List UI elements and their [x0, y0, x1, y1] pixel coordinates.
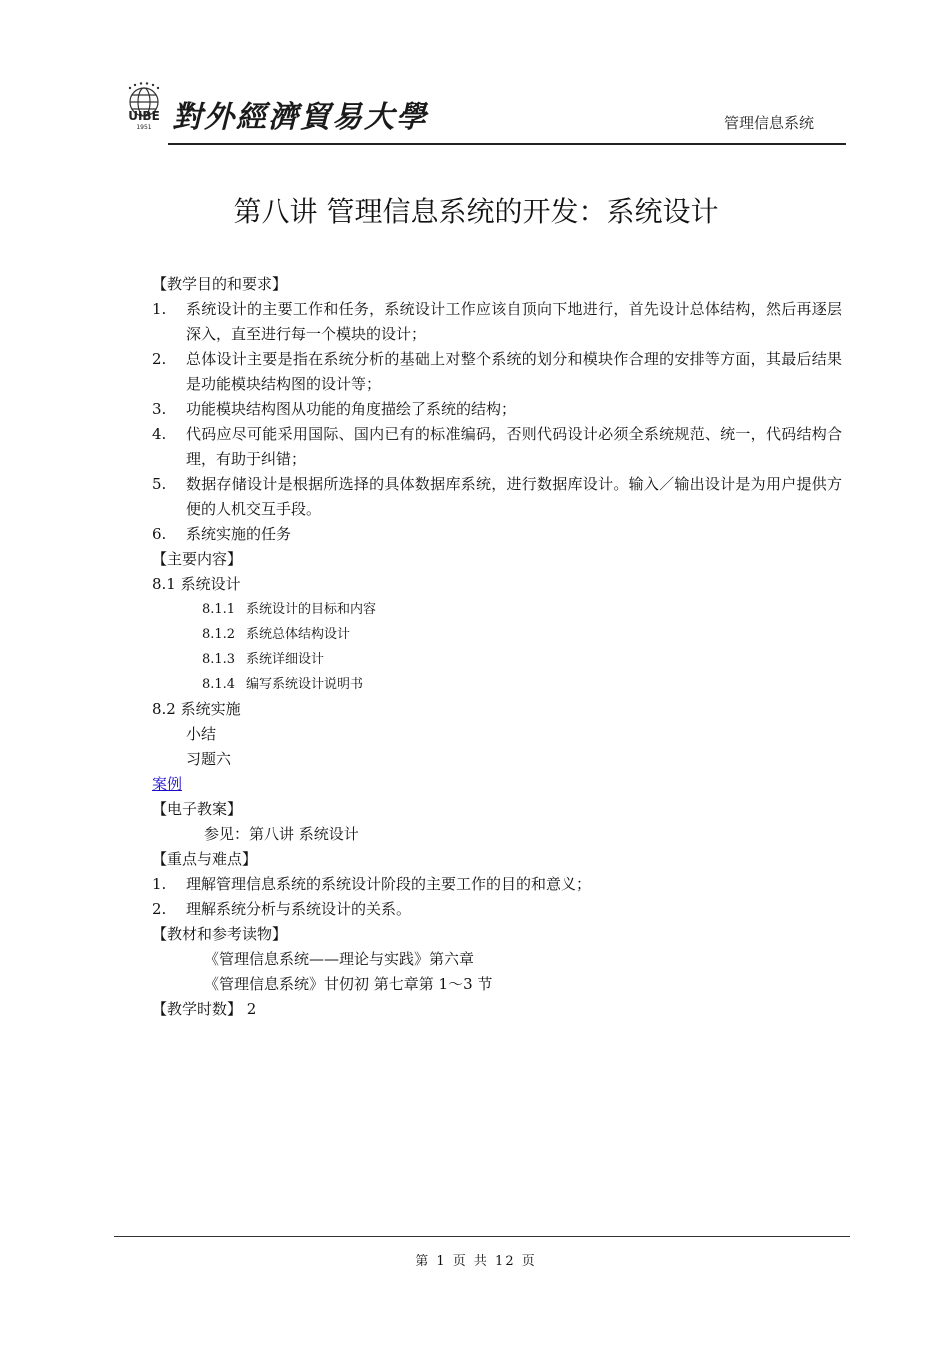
goal-text: 功能模块结构图从功能的角度描绘了系统的结构；: [186, 400, 517, 418]
key-point-item: [152, 897, 842, 922]
goal-number: 5.: [152, 475, 167, 493]
university-logo-icon: [118, 80, 170, 132]
section-8-1: 8.1 系统设计: [152, 575, 241, 593]
teaching-hours-label: 【教学时数】: [152, 1000, 243, 1018]
goal-text: 系统设计的主要工作和任务，系统设计工作应该自顶向下地进行，首先设计总体结构，然后再逐层深入，直至进行每一个模块的设计；: [186, 300, 842, 343]
goal-item: [152, 472, 842, 522]
header-divider: [168, 143, 846, 145]
goal-number: 6.: [152, 525, 167, 543]
ecase-heading: 【电子教案】: [152, 800, 243, 818]
subsection-text: 编写系统设计说明书: [246, 677, 364, 692]
key-point-text: 理解管理信息系统的系统设计阶段的主要工作的目的和意义；: [186, 875, 592, 893]
teaching-hours: [152, 997, 842, 1022]
subsection-text: 系统详细设计: [246, 652, 325, 667]
goal-item: [152, 522, 842, 547]
book-item: 《管理信息系统》甘仞初 第七章第 1～3 节: [204, 975, 493, 993]
document-body: [152, 272, 842, 1022]
key-point-number: 1.: [152, 875, 167, 893]
goal-number: 3.: [152, 400, 167, 418]
key-point-number: 2.: [152, 900, 167, 918]
svg-text:1951: 1951: [136, 124, 152, 131]
goal-number: 2.: [152, 350, 167, 368]
subsection-number: 8.1.4: [202, 677, 236, 692]
svg-text:UIBE: UIBE: [128, 109, 160, 123]
subsection-text: 系统设计的目标和内容: [246, 602, 377, 617]
header-course-title: 管理信息系统: [723, 114, 814, 132]
subsection-item: [152, 597, 842, 622]
goals-heading: 【教学目的和要求】: [152, 275, 288, 293]
goal-text: 系统实施的任务: [186, 525, 292, 543]
goal-text: 代码应尽可能采用国际、国内已有的标准编码，否则代码设计必须全系统规范、统一，代码结构合理，有助于纠错；: [186, 425, 842, 468]
goal-item: [152, 422, 842, 472]
book-item: 《管理信息系统——理论与实践》第六章: [204, 950, 475, 968]
exercise-item: 习题六: [186, 750, 232, 768]
subsection-item: [152, 647, 842, 672]
page-title: 第八讲 管理信息系统的开发：系统设计: [233, 195, 719, 228]
footer-divider: [114, 1236, 850, 1237]
case-link[interactable]: 案例: [152, 775, 183, 793]
key-point-text: 理解系统分析与系统设计的关系。: [186, 900, 412, 918]
page-number: 第 1 页 共 12 页: [415, 1254, 537, 1269]
key-point-item: [152, 872, 842, 897]
content-heading: 【主要内容】: [152, 550, 243, 568]
teaching-hours-value: 2: [246, 1000, 257, 1018]
goal-text: 数据存储设计是根据所选择的具体数据库系统，进行数据库设计。输入／输出设计是为用户提供方便的人机交互手段。: [186, 475, 842, 518]
subsection-text: 系统总体结构设计: [246, 627, 351, 642]
section-8-2: 8.2 系统实施: [152, 700, 241, 718]
goal-item: [152, 297, 842, 347]
subsection-item: [152, 672, 842, 697]
goal-item: [152, 397, 842, 422]
subsection-number: 8.1.1: [202, 602, 236, 617]
ecase-reference: 参见：第八讲 系统设计: [204, 825, 359, 843]
goal-number: 1.: [152, 300, 167, 318]
books-heading: 【教材和参考读物】: [152, 925, 288, 943]
subsection-number: 8.1.2: [202, 627, 236, 642]
goal-item: [152, 347, 842, 397]
goal-text: 总体设计主要是指在系统分析的基础上对整个系统的划分和模块作合理的安排等方面，其最后结果是功能模块结构图的设计等；: [186, 350, 842, 393]
subsection-item: [152, 622, 842, 647]
goal-number: 4.: [152, 425, 167, 443]
page-header: [0, 0, 952, 150]
university-name: 對外經濟貿易大學: [172, 100, 428, 135]
key-points-heading: 【重点与难点】: [152, 850, 258, 868]
subsection-number: 8.1.3: [202, 652, 236, 667]
summary-item: 小结: [186, 725, 217, 743]
